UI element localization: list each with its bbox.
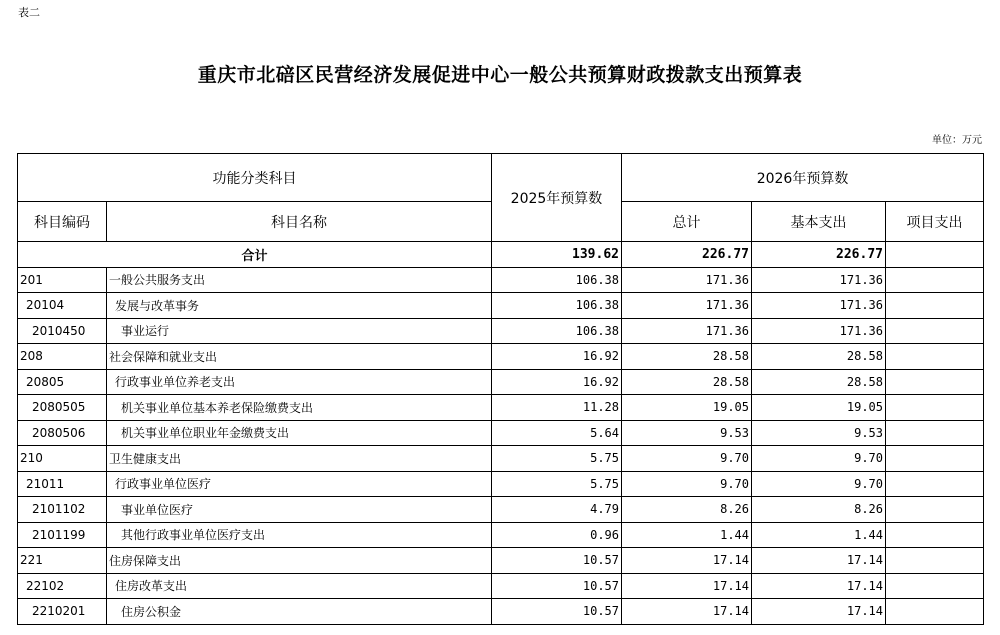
cell-total: 9.53: [622, 420, 752, 446]
table-row: [18, 497, 984, 523]
header-name: 科目名称: [107, 202, 492, 242]
cell-basic: 171.36: [752, 293, 886, 319]
cell-name: 机关事业单位基本养老保险缴费支出: [107, 395, 492, 421]
table-row: [18, 344, 984, 370]
cell-total: 19.05: [622, 395, 752, 421]
cell-code: 20805: [18, 369, 107, 395]
cell-project: [886, 548, 984, 574]
cell-basic: 9.70: [752, 471, 886, 497]
table-row: [18, 446, 984, 472]
cell-basic: 1.44: [752, 522, 886, 548]
cell-name: 发展与改革事务: [107, 293, 492, 319]
header-code: 科目编码: [18, 202, 107, 242]
table-row: [18, 395, 984, 421]
cell-project: [886, 497, 984, 523]
cell-project: [886, 471, 984, 497]
cell-code: 208: [18, 344, 107, 370]
header-project: 项目支出: [886, 202, 984, 242]
cell-basic: 9.70: [752, 446, 886, 472]
table-row: [18, 548, 984, 574]
cell-project: [886, 369, 984, 395]
cell-name: 一般公共服务支出: [107, 267, 492, 293]
table-row: [18, 318, 984, 344]
total-total: 226.77: [622, 242, 752, 268]
cell-b2025: 4.79: [492, 497, 622, 523]
cell-name: 行政事业单位养老支出: [107, 369, 492, 395]
cell-code: 2101199: [18, 522, 107, 548]
cell-basic: 17.14: [752, 599, 886, 625]
table-row: [18, 599, 984, 625]
cell-b2025: 5.75: [492, 446, 622, 472]
cell-basic: 19.05: [752, 395, 886, 421]
cell-basic: 17.14: [752, 548, 886, 574]
cell-total: 1.44: [622, 522, 752, 548]
cell-name: 卫生健康支出: [107, 446, 492, 472]
cell-b2025: 10.57: [492, 599, 622, 625]
cell-total: 8.26: [622, 497, 752, 523]
cell-basic: 171.36: [752, 318, 886, 344]
cell-basic: 8.26: [752, 497, 886, 523]
cell-total: 171.36: [622, 318, 752, 344]
total-row: [18, 242, 984, 268]
cell-b2025: 10.57: [492, 548, 622, 574]
cell-total: 17.14: [622, 548, 752, 574]
header-functional: 功能分类科目: [18, 154, 492, 202]
cell-basic: 28.58: [752, 369, 886, 395]
cell-name: 其他行政事业单位医疗支出: [107, 522, 492, 548]
cell-code: 21011: [18, 471, 107, 497]
cell-code: 2080506: [18, 420, 107, 446]
cell-project: [886, 395, 984, 421]
cell-basic: 28.58: [752, 344, 886, 370]
cell-name: 事业单位医疗: [107, 497, 492, 523]
header-budget-2026: 2026年预算数: [622, 154, 984, 202]
cell-basic: 9.53: [752, 420, 886, 446]
cell-project: [886, 420, 984, 446]
table-row: [18, 369, 984, 395]
cell-project: [886, 599, 984, 625]
cell-name: 行政事业单位医疗: [107, 471, 492, 497]
cell-code: 221: [18, 548, 107, 574]
cell-project: [886, 293, 984, 319]
table-row: [18, 471, 984, 497]
cell-total: 28.58: [622, 369, 752, 395]
cell-code: 2010450: [18, 318, 107, 344]
cell-project: [886, 522, 984, 548]
unit-label: 单位：万元: [932, 135, 982, 146]
table-body: [18, 242, 984, 625]
cell-basic: 171.36: [752, 267, 886, 293]
header-basic: 基本支出: [752, 202, 886, 242]
table-tag: 表二: [18, 6, 40, 19]
header-budget-2025: 2025年预算数: [492, 154, 622, 242]
cell-name: 住房保障支出: [107, 548, 492, 574]
cell-b2025: 106.38: [492, 293, 622, 319]
total-label: 合计: [18, 242, 492, 268]
cell-total: 17.14: [622, 573, 752, 599]
header-total: 总计: [622, 202, 752, 242]
cell-code: 210: [18, 446, 107, 472]
total-basic: 226.77: [752, 242, 886, 268]
cell-name: 机关事业单位职业年金缴费支出: [107, 420, 492, 446]
cell-b2025: 5.75: [492, 471, 622, 497]
total-project: [886, 242, 984, 268]
cell-basic: 17.14: [752, 573, 886, 599]
cell-total: 17.14: [622, 599, 752, 625]
table-row: [18, 267, 984, 293]
cell-code: 201: [18, 267, 107, 293]
table-row: [18, 522, 984, 548]
cell-name: 住房改革支出: [107, 573, 492, 599]
cell-name: 事业运行: [107, 318, 492, 344]
cell-total: 9.70: [622, 446, 752, 472]
cell-code: 2210201: [18, 599, 107, 625]
cell-project: [886, 318, 984, 344]
table-row: [18, 573, 984, 599]
cell-b2025: 16.92: [492, 344, 622, 370]
cell-b2025: 16.92: [492, 369, 622, 395]
cell-b2025: 11.28: [492, 395, 622, 421]
cell-project: [886, 344, 984, 370]
cell-total: 9.70: [622, 471, 752, 497]
cell-project: [886, 573, 984, 599]
cell-b2025: 5.64: [492, 420, 622, 446]
table-row: [18, 293, 984, 319]
cell-b2025: 106.38: [492, 318, 622, 344]
cell-b2025: 10.57: [492, 573, 622, 599]
table-row: [18, 420, 984, 446]
cell-total: 28.58: [622, 344, 752, 370]
cell-code: 2080505: [18, 395, 107, 421]
cell-total: 171.36: [622, 267, 752, 293]
cell-code: 20104: [18, 293, 107, 319]
cell-code: 22102: [18, 573, 107, 599]
budget-table: [17, 153, 984, 625]
cell-b2025: 106.38: [492, 267, 622, 293]
cell-name: 住房公积金: [107, 599, 492, 625]
cell-project: [886, 267, 984, 293]
cell-total: 171.36: [622, 293, 752, 319]
cell-code: 2101102: [18, 497, 107, 523]
cell-b2025: 0.96: [492, 522, 622, 548]
cell-name: 社会保障和就业支出: [107, 344, 492, 370]
cell-project: [886, 446, 984, 472]
page-title: 重庆市北碚区民营经济发展促进中心一般公共预算财政拨款支出预算表: [197, 64, 803, 86]
total-b2025: 139.62: [492, 242, 622, 268]
